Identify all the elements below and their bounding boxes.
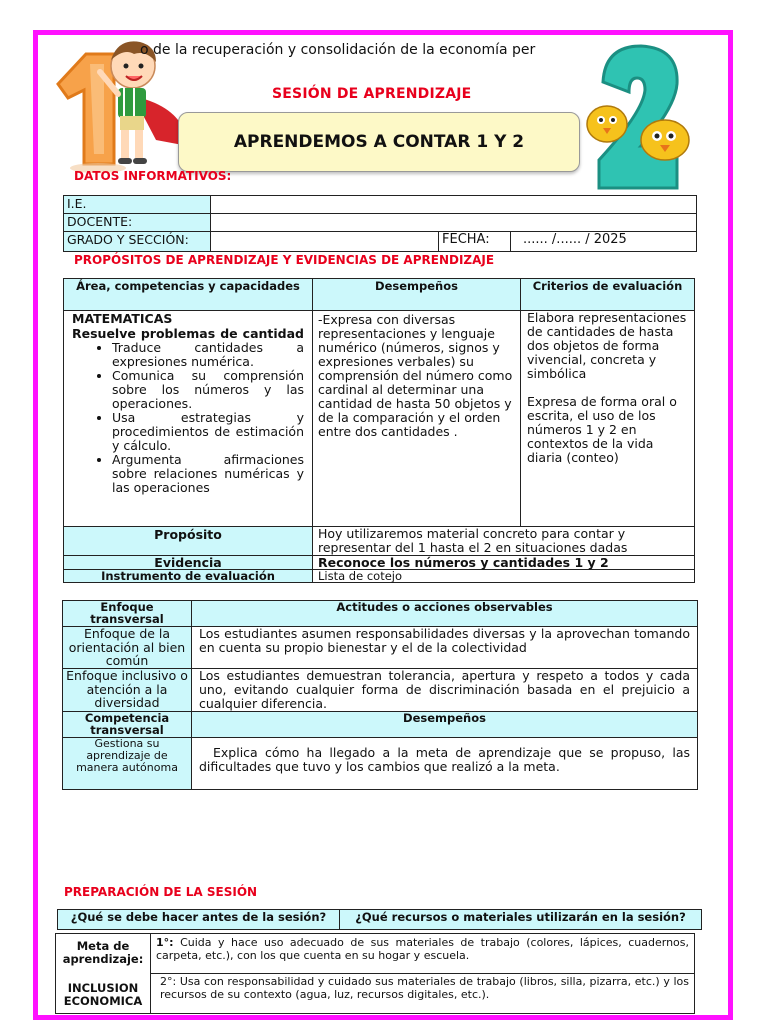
evidencia-label: Evidencia [64, 556, 313, 570]
area-name: MATEMATICAS [72, 311, 173, 326]
col-actitudes: Actitudes o acciones observables [192, 601, 698, 627]
kid-shirt [118, 88, 146, 118]
col-competencia: Competencia transversal [63, 712, 192, 738]
chick-right [641, 120, 689, 160]
year-slogan [140, 42, 535, 58]
docente-value [211, 214, 697, 232]
desempeno-cell: -Expresa con diversas representaciones y lenguaje numérico (números, signos y expresiones verbales) su comprensión del número como cardinal al determinar una cantidad de hasta 50 objetos y de la comparación y el orden entre dos cantidades . [313, 311, 521, 527]
area-cell [64, 311, 313, 527]
propositos-heading: PROPÓSITOS DE APRENDIZAJE Y EVIDENCIAS DE APRENDIZAJE [74, 253, 495, 267]
evidencia-value: Reconoce los números y cantidades 1 y 2 [313, 556, 695, 570]
fecha-label: FECHA: [439, 232, 511, 252]
competencia-text: Explica cómo ha llegado a la meta de aprendizaje que se propuso, las dificultades que tuvo y los cambios que realizó a la meta. [192, 738, 698, 790]
criterio-2: Expresa de forma oral o escrita, el uso de los números 1 y 2 en contextos de la vida diaria (conteo) [527, 394, 677, 465]
ie-label: I.E. [64, 196, 211, 214]
meta-item-1 [151, 934, 695, 974]
grado-label: GRADO Y SECCIÓN: [64, 232, 211, 252]
enfoque-label: Enfoque de la orientación al bien común [63, 627, 192, 669]
question-before: ¿Qué se debe hacer antes de la sesión? [58, 910, 340, 930]
col-enfoque: Enfoque transversal [63, 601, 192, 627]
col-criterios: Criterios de evaluación [521, 279, 695, 311]
grado-value [211, 232, 439, 252]
criterio-1: Elabora representaciones de cantidades de hasta dos objetos de forma vivencial, concreta y simbólica [527, 310, 687, 381]
number-two-illustration [585, 42, 695, 197]
meta-item-1-text: Cuida y hace uso adecuado de sus materiales de trabajo (colores, lápices, cuadernos, carpeta, etc.), con los que cuenta en su hogar y escuela. [156, 936, 689, 962]
datos-heading: DATOS INFORMATIVOS: [74, 169, 232, 183]
meta-table [55, 933, 695, 1014]
docente-label: DOCENTE: [64, 214, 211, 232]
enfoque-text: Los estudiantes demuestran tolerancia, apertura y respeto a todos y cada uno, evitando cualquier forma de discriminación basada en el prejuicio a cualquier diferencia. [192, 669, 698, 712]
question-resources: ¿Qué recursos o materiales utilizarán en la sesión? [340, 910, 702, 930]
criterios-cell [521, 311, 695, 527]
propositos-table [63, 278, 695, 583]
preparacion-heading: PREPARACIÓN DE LA SESIÓN [64, 885, 258, 899]
chick-left [587, 106, 627, 142]
fecha-value: ...... /...... / 2025 [511, 232, 697, 252]
datos-table [63, 195, 697, 252]
competencia: Resuelve problemas de cantidad [72, 326, 304, 341]
capacidad-item: • Comunica su comprensión sobre los números y las operaciones. [112, 369, 304, 411]
session-title: SESIÓN DE APRENDIZAJE [272, 86, 472, 102]
session-banner [178, 112, 580, 172]
capacidades-list [72, 341, 304, 495]
col-area: Área, competencias y capacidades [64, 279, 313, 311]
meta-sub: INCLUSION ECONOMICA [63, 981, 143, 1008]
preparacion-header-table [57, 909, 702, 930]
meta-item-2 [151, 974, 695, 1014]
meta-item-1-num: 1°: [156, 936, 174, 949]
competencia-label: Gestiona su aprendizaje de manera autónoma [63, 738, 192, 790]
meta-item-2-text: Usa con responsabilidad y cuidado sus materiales de trabajo (libros, silla, pizarra, etc.) y los recursos de su contexto (agua, luz, recursos digitales, etc.). [160, 975, 689, 1001]
enfoque-label: Enfoque inclusivo o atención a la diversidad [63, 669, 192, 712]
proposito-value: Hoy utilizaremos material concreto para contar y representar del 1 hasta el 2 en situaciones dadas [313, 527, 695, 556]
capacidad-item: • Traduce cantidades a expresiones numérica. [112, 341, 304, 369]
instrumento-value: Lista de cotejo [313, 570, 695, 583]
meta-cell [56, 934, 151, 1014]
instrumento-label: Instrumento de evaluación [64, 570, 313, 583]
enfoque-text: Los estudiantes asumen responsabilidades diversas y la aprovechan tomando en cuenta su propio bienestar y el de la colectividad [192, 627, 698, 669]
year-slogan-text: o de la recuperación y consolidación de la economía per [140, 42, 536, 58]
col-desempenos: Desempeños [313, 279, 521, 311]
col-comp-desempenos: Desempeños [192, 712, 698, 738]
meta-item-2-num: 2°: [160, 975, 177, 988]
meta-label: Meta de aprendizaje: [62, 939, 144, 966]
ie-value [211, 196, 697, 214]
capacidad-item: • Argumenta afirmaciones sobre relaciones numéricas y las operaciones [112, 453, 304, 495]
proposito-label: Propósito [64, 527, 313, 556]
banner-title: APRENDEMOS A CONTAR 1 Y 2 [233, 132, 525, 152]
enfoques-table [62, 600, 698, 790]
capacidad-item: • Usa estrategias y procedimientos de estimación y cálculo. [112, 411, 304, 453]
number-one-shape [58, 54, 114, 164]
